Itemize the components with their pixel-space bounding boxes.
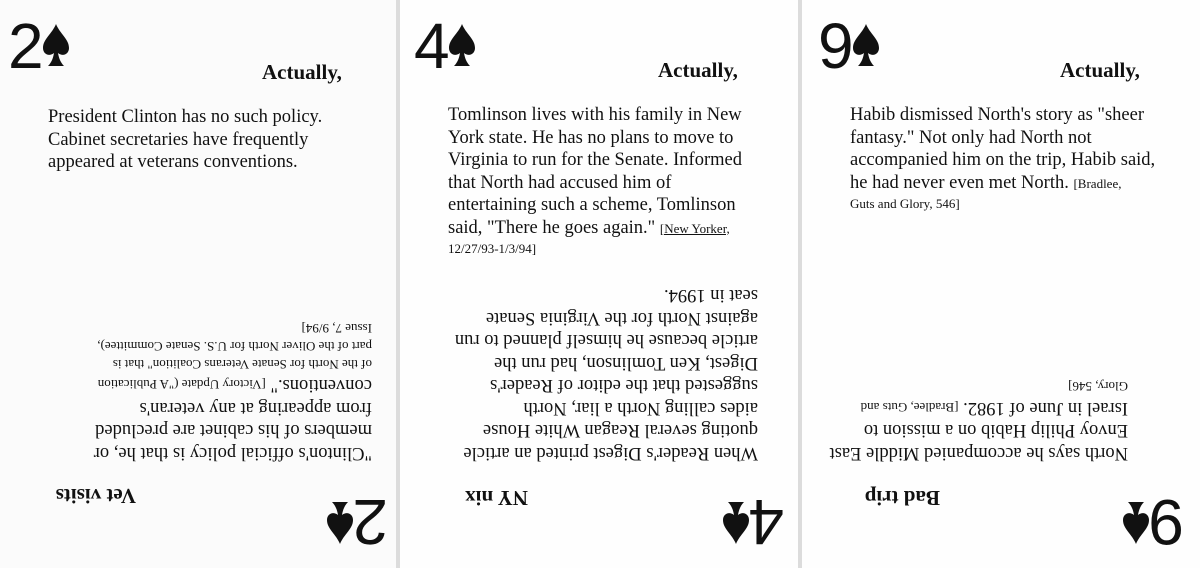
card-corner-index xyxy=(722,486,784,558)
card-rank: 9 xyxy=(818,10,852,82)
card-corner-index xyxy=(414,10,476,82)
card-corner-index xyxy=(8,10,70,82)
citation: of the North for Senate Veterans Coalition" that is xyxy=(112,357,372,372)
card-text xyxy=(408,284,758,464)
text-line: North says he accompanied Middle East xyxy=(829,443,1128,463)
playing-card-2-spades xyxy=(0,0,396,568)
text-line: that North had accused him of xyxy=(448,172,672,193)
card-top-half xyxy=(400,0,798,284)
text-line: aides calling North a liar, North xyxy=(523,398,758,418)
citation: [Bradlee, xyxy=(1073,175,1122,191)
card-text xyxy=(850,104,1195,213)
card-rank: 2 xyxy=(8,10,42,82)
card-text xyxy=(12,319,372,464)
card-title: NY nix xyxy=(465,486,528,510)
text-line: conventions." [Victory Update ("A Publication xyxy=(97,375,372,396)
text-line: article because he himself planned to run xyxy=(454,330,758,351)
text-line: When Reader's Digest printed an article xyxy=(463,443,758,463)
citation: Guts and Glory, 546] xyxy=(850,196,960,211)
playing-card-4-spades xyxy=(400,0,798,568)
text-line: suggested that the editor of Reader's xyxy=(490,375,758,396)
card-corner-index xyxy=(326,486,388,558)
card-top-half xyxy=(0,0,396,284)
text-line: fantasy." Not only had North not xyxy=(850,127,1092,148)
text-line: said, "There he goes again." [New Yorker, xyxy=(448,217,730,238)
text-line: Habib dismissed North's story as "sheer xyxy=(850,105,1145,125)
card-rank: 4 xyxy=(750,486,784,558)
text-line: Virginia to run for the Senate. Informed xyxy=(448,150,742,170)
card-rank: 2 xyxy=(354,486,388,558)
card-rank: 4 xyxy=(414,10,448,82)
spade-icon xyxy=(326,500,354,546)
card-text xyxy=(48,106,388,174)
card-text xyxy=(448,104,793,258)
text-line: Tomlinson lives with his family in New xyxy=(448,105,742,125)
citation: part of the Oliver North for U.S. Senate Committee), xyxy=(97,339,372,354)
card-text xyxy=(808,378,1128,465)
card-top-half xyxy=(802,0,1200,284)
spade-icon xyxy=(448,22,476,68)
text-line: quoting several Reagan White House xyxy=(482,420,758,441)
text-line: he had never even met North. [Bradlee, xyxy=(850,172,1122,193)
text-line: accompanied him on the trip, Habib said, xyxy=(850,150,1156,170)
text-line: President Clinton has no such policy. xyxy=(48,107,323,127)
text-line: entertaining such a scheme, Tomlinson xyxy=(448,195,736,215)
spade-icon xyxy=(1122,500,1150,546)
citation: [Victory Update ("A Publication xyxy=(97,377,266,393)
card-title: Bad trip xyxy=(864,486,940,510)
spade-icon xyxy=(722,500,750,546)
text-line: Cabinet secretaries have frequently xyxy=(48,129,309,150)
card-bottom-half xyxy=(400,284,798,568)
text-line: York state. He has no plans to move to xyxy=(448,127,734,148)
text-line: Israel in June of 1982. [Bradlee, Guts and xyxy=(860,398,1128,418)
text-line: Digest, Ken Tomlinson, had run the xyxy=(493,353,758,373)
card-corner-index xyxy=(1122,486,1184,558)
card-bottom-half xyxy=(802,284,1200,568)
text-line: members of his cabinet are precluded xyxy=(95,420,372,441)
card-title: Actually, xyxy=(262,60,342,84)
spade-icon xyxy=(42,22,70,68)
text-line: against North for the Virginia Senate xyxy=(485,308,758,328)
playing-card-9-spades xyxy=(802,0,1200,568)
card-title: Vet visits xyxy=(55,484,136,508)
card-rank: 9 xyxy=(1150,486,1184,558)
text-line: Envoy Philip Habib on a mission to xyxy=(863,420,1128,441)
text-line: from appearing at any veteran's xyxy=(139,398,372,418)
citation: Glory, 546] xyxy=(1068,379,1128,395)
citation: 12/27/93-1/3/94] xyxy=(448,241,537,256)
card-title: Actually, xyxy=(658,58,738,82)
text-line: seat in 1994. xyxy=(663,285,758,306)
citation: [New Yorker, xyxy=(659,220,730,236)
text-line: "Clinton's official policy is that he, or xyxy=(93,443,372,463)
card-corner-index xyxy=(818,10,880,82)
citation: Issue 7, 9/94] xyxy=(301,321,372,336)
text-line: appeared at veterans conventions. xyxy=(48,152,298,172)
card-title: Actually, xyxy=(1060,58,1140,82)
citation: [Bradlee, Guts and xyxy=(860,400,959,415)
spade-icon xyxy=(852,22,880,68)
card-bottom-half xyxy=(0,284,396,568)
